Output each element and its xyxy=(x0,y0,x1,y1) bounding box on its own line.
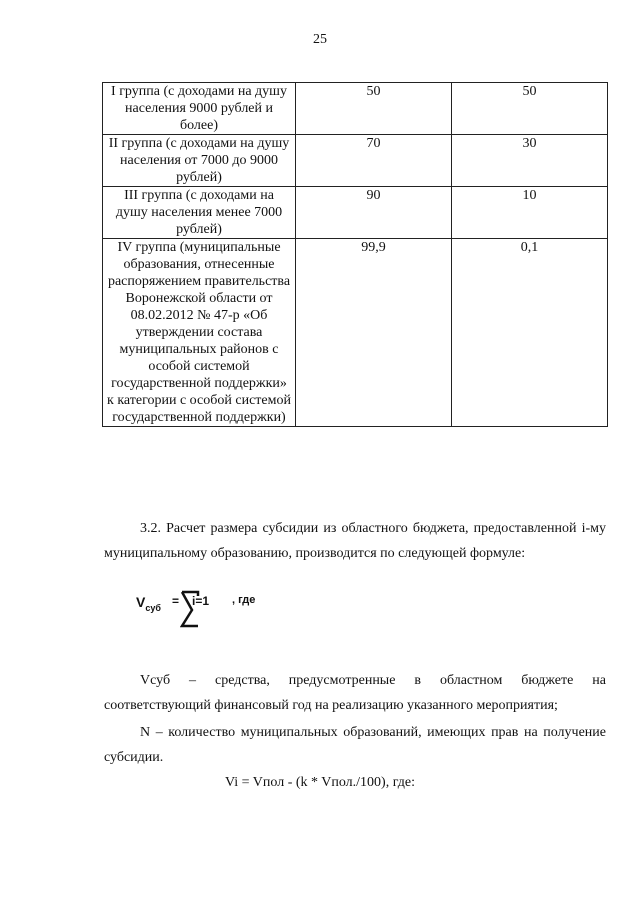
formula-vi: Vi = Vпол - (k * Vпол./100), где: xyxy=(224,775,415,790)
formula-equals: = xyxy=(172,594,180,608)
group-cell: I группа (с доходами на душу населения 9000 рублей и более) xyxy=(103,83,296,135)
value2-cell: 10 xyxy=(452,187,608,239)
group-cell: III группа (с доходами на душу населения менее 7000 рублей) xyxy=(103,187,296,239)
formula-subscript: суб xyxy=(145,603,161,613)
income-groups-table xyxy=(102,82,608,427)
value2-cell: 30 xyxy=(452,135,608,187)
formula-index: i=1 xyxy=(192,594,210,608)
subsidy-formula xyxy=(136,588,336,638)
value2-cell: 0,1 xyxy=(452,239,608,427)
table-body xyxy=(103,83,608,427)
formula-v: $V_{суб}$ xyxy=(136,594,161,613)
paragraph-vsub: Vсуб – средства, предусмотренные в областном бюджете на соответствующий финансовый год на реализацию указанного мероприятия; xyxy=(104,673,606,713)
paragraph-3-2: 3.2. Расчет размера субсидии из областного бюджета, предоставленной i-му муниципальному образованию, производится по следующей формуле: xyxy=(104,521,606,561)
formula-where: , где xyxy=(232,594,256,606)
value1-cell: 50 xyxy=(296,83,452,135)
group-cell: IV группа (муниципальные образования, отнесенные распоряжением правительства Воронежской области от 08.02.2012 № 47-р «Об утверждении состава муниципальных районов с особой системой государственной поддержки» к категории с особой системой государственной поддержки) xyxy=(103,239,296,427)
page-number: 25 xyxy=(313,32,327,47)
group-cell: II группа (с доходами на душу населения от 7000 до 9000 рублей) xyxy=(103,135,296,187)
table-row xyxy=(103,83,608,135)
value1-cell: 70 xyxy=(296,135,452,187)
value1-cell: 90 xyxy=(296,187,452,239)
value1-cell: 99,9 xyxy=(296,239,452,427)
value2-cell: 50 xyxy=(452,83,608,135)
table-row xyxy=(103,187,608,239)
paragraph-n: N – количество муниципальных образований, имеющих прав на получение субсидии. xyxy=(104,725,606,765)
table-row xyxy=(103,239,608,427)
table-row xyxy=(103,135,608,187)
